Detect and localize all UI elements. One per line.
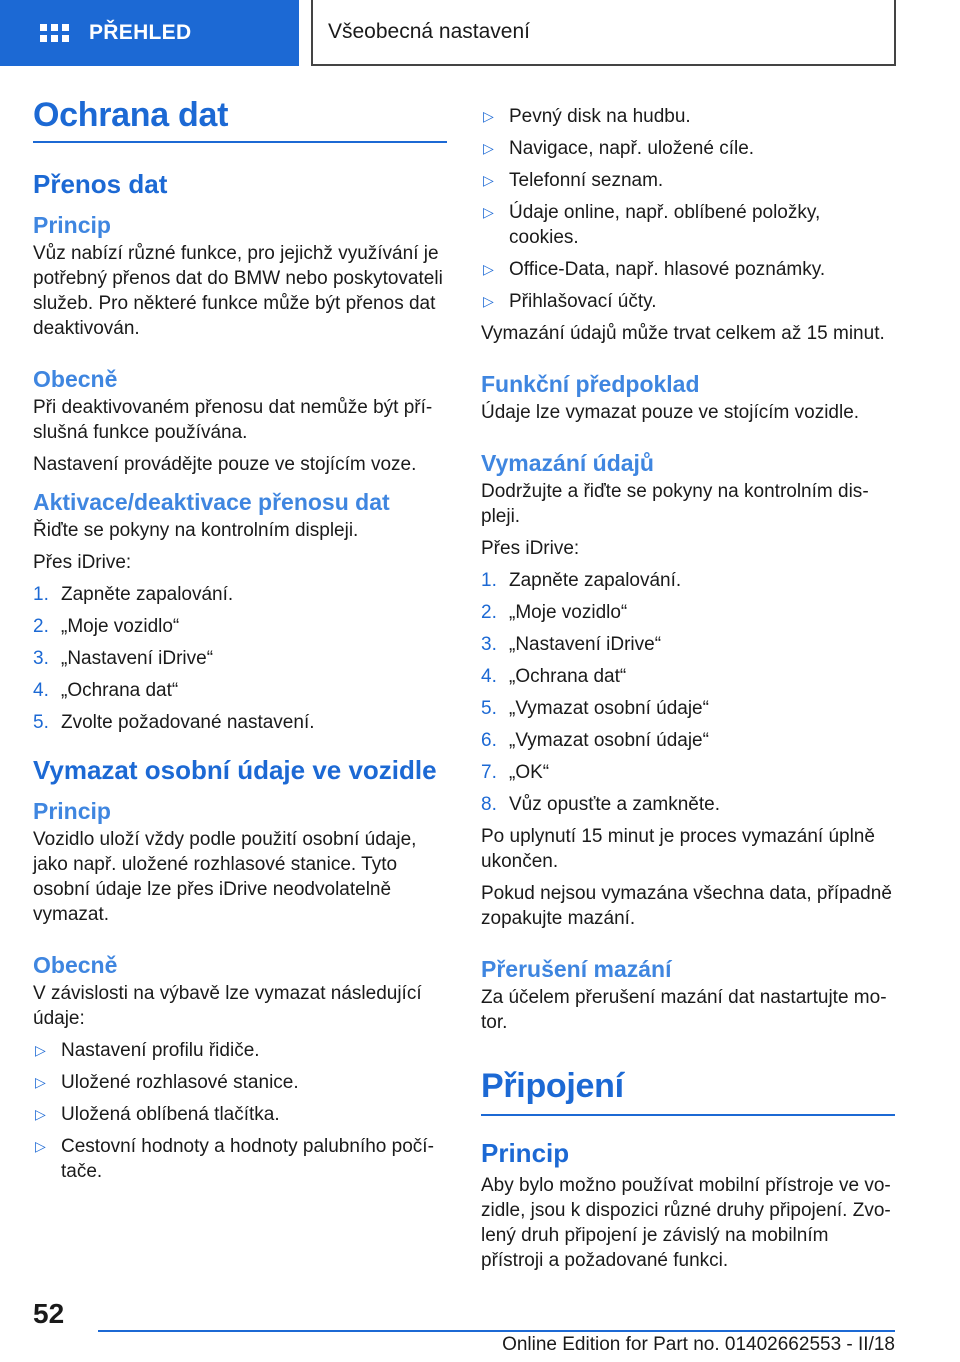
step-text: „Vymazat osobní údaje“ [509, 730, 709, 751]
paragraph: Řiďte se pokyny na kontrolním displeji. [33, 520, 359, 541]
list-item [481, 760, 895, 785]
item-text: Uložená oblíbená tlačítka. [61, 1104, 280, 1125]
paragraph: Vůz nabízí různé funkce, pro jejichž využívání je potřebný přenos dat do BMW nebo poskytovateli služeb. Pro některé funkce může být přenos dat deaktivován. [33, 243, 443, 339]
right-column [481, 104, 895, 1280]
item-text: Údaje online, např. oblíbené položky, cookies. [509, 202, 821, 248]
triangle-bullet-icon: ▷ [483, 172, 494, 188]
step-number: 3. [33, 648, 49, 669]
subheading-principle: Princip [33, 798, 111, 824]
step-text: „Ochrana dat“ [509, 666, 627, 687]
step-text: Zapněte zapalování. [61, 584, 234, 605]
triangle-bullet-icon: ▷ [483, 108, 494, 124]
step-text: „Ochrana dat“ [61, 680, 179, 701]
subheading-delete-data: Vymazání údajů [481, 450, 654, 476]
subheading-principle: Princip [33, 212, 111, 238]
item-text: Pevný disk na hudbu. [509, 106, 691, 127]
step-number: 2. [481, 602, 497, 623]
data-list-continued [481, 104, 895, 314]
triangle-bullet-icon: ▷ [483, 140, 494, 156]
step-text: „Nastavení iDrive“ [61, 648, 214, 669]
list-item [481, 696, 895, 721]
item-text: Navigace, např. uložené cíle. [509, 138, 755, 159]
item-text: Uložené rozhlasové stanice. [61, 1072, 299, 1093]
item-text: Cestovní hodnoty a hodnoty palubního počítače. [61, 1136, 434, 1182]
item-text: Nastavení profilu řidiče. [61, 1040, 260, 1061]
step-number: 4. [33, 680, 49, 701]
step-text: „Moje vozidlo“ [509, 602, 628, 623]
subheading-general: Obecně [33, 366, 118, 392]
section-title-connections: Připojení [481, 1067, 895, 1116]
triangle-bullet-icon: ▷ [483, 261, 494, 277]
step-number: 4. [481, 666, 497, 687]
paragraph: V závislosti na výbavě lze vymazat následující údaje: [33, 983, 422, 1029]
section-tab-label: Všeobecná nastavení [328, 20, 530, 43]
step-number: 3. [481, 634, 497, 655]
step-number: 7. [481, 762, 497, 783]
triangle-bullet-icon: ▷ [35, 1074, 46, 1090]
list-item [481, 568, 895, 593]
step-text: „OK“ [509, 762, 550, 783]
list-item [481, 168, 895, 193]
step-number: 8. [481, 794, 497, 815]
paragraph: Za účelem přerušení mazání dat nastartujte motor. [481, 987, 887, 1033]
triangle-bullet-icon: ▷ [35, 1042, 46, 1058]
list-item [33, 678, 447, 703]
list-item [481, 200, 895, 250]
step-text: „Moje vozidlo“ [61, 616, 180, 637]
step-text: „Vymazat osobní údaje“ [509, 698, 709, 719]
list-item [481, 728, 895, 753]
list-item [33, 646, 447, 671]
paragraph: Pokud nejsou vymazána všechna data, případně zopakujte mazání. [481, 883, 892, 929]
step-number: 6. [481, 730, 497, 751]
page-title: Ochrana dat [33, 96, 447, 143]
triangle-bullet-icon: ▷ [483, 204, 494, 220]
step-number: 1. [33, 584, 49, 605]
list-item [481, 792, 895, 817]
list-item [481, 632, 895, 657]
triangle-bullet-icon: ▷ [483, 293, 494, 309]
footer-edition-text: Online Edition for Part no. 01402662553 - II/18 [502, 1334, 895, 1355]
item-text: Telefonní seznam. [509, 170, 664, 191]
subheading-activation: Aktivace/deaktivace přenosu dat [33, 489, 390, 515]
paragraph: Vymazání údajů může trvat celkem až 15 minut. [481, 323, 885, 344]
subheading-general: Obecně [33, 952, 118, 978]
section-heading-delete-personal-data: Vymazat osobní údaje ve vozidle [33, 755, 437, 785]
step-text: „Nastavení iDrive“ [509, 634, 662, 655]
list-item [481, 104, 895, 129]
step-number: 5. [481, 698, 497, 719]
list-item [33, 1134, 447, 1184]
steps-list [33, 582, 447, 735]
section-heading-data-transfer: Přenos dat [33, 169, 168, 199]
list-item [481, 257, 895, 282]
triangle-bullet-icon: ▷ [35, 1106, 46, 1122]
overview-tab-label: PŘEHLED [89, 21, 192, 44]
list-item [33, 1070, 447, 1095]
step-text: Vůz opusťte a zamkněte. [509, 794, 720, 815]
step-number: 2. [33, 616, 49, 637]
subheading-principle: Princip [481, 1138, 570, 1168]
subheading-prerequisite: Funkční předpoklad [481, 371, 700, 397]
paragraph: Přes iDrive: [33, 552, 132, 573]
step-number: 5. [33, 712, 49, 733]
data-list [33, 1038, 447, 1184]
footer-divider [98, 1330, 895, 1332]
page-number: 52 [33, 1298, 65, 1329]
paragraph: Údaje lze vymazat pouze ve stojícím vozidle. [481, 402, 860, 423]
item-text: Office-Data, např. hlasové poznámky. [509, 259, 826, 280]
paragraph: Po uplynutí 15 minut je proces vymazání úplně ukončen. [481, 826, 875, 872]
list-item [33, 614, 447, 639]
paragraph: Dodržujte a řiďte se pokyny na kontrolním displeji. [481, 481, 869, 527]
triangle-bullet-icon: ▷ [35, 1138, 46, 1154]
left-column [33, 96, 447, 1191]
paragraph: Vozidlo uloží vždy podle použití osobní údaje, jako např. uložené rozhlasové stanice. Tyto osobní údaje lze přes iDrive neodvolatelně vymazat. [33, 829, 417, 925]
list-item [33, 1102, 447, 1127]
step-text: Zapněte zapalování. [509, 570, 682, 591]
list-item [481, 136, 895, 161]
paragraph: Při deaktivovaném přenosu dat nemůže být příslušná funkce používána. [33, 397, 433, 443]
list-item [33, 582, 447, 607]
list-item [481, 289, 895, 314]
paragraph: Nastavení provádějte pouze ve stojícím voze. [33, 454, 417, 475]
grid-menu-icon [40, 24, 69, 42]
item-text: Přihlašovací účty. [509, 291, 657, 312]
subheading-interrupt-deletion: Přerušení mazání [481, 956, 672, 982]
step-text: Zvolte požadované nastavení. [61, 712, 315, 733]
list-item [33, 710, 447, 735]
overview-tab[interactable] [0, 0, 299, 66]
section-tab[interactable] [311, 0, 896, 66]
paragraph: Aby bylo možno používat mobilní přístroje ve vozidle, jsou k dispozici různé druhy připojení. Zvolený druh připojení je závislý na mobilním přístroji a požadované funkci. [481, 1175, 891, 1271]
list-item [33, 1038, 447, 1063]
list-item [481, 600, 895, 625]
paragraph: Přes iDrive: [481, 538, 580, 559]
steps-list [481, 568, 895, 817]
list-item [481, 664, 895, 689]
step-number: 1. [481, 570, 497, 591]
